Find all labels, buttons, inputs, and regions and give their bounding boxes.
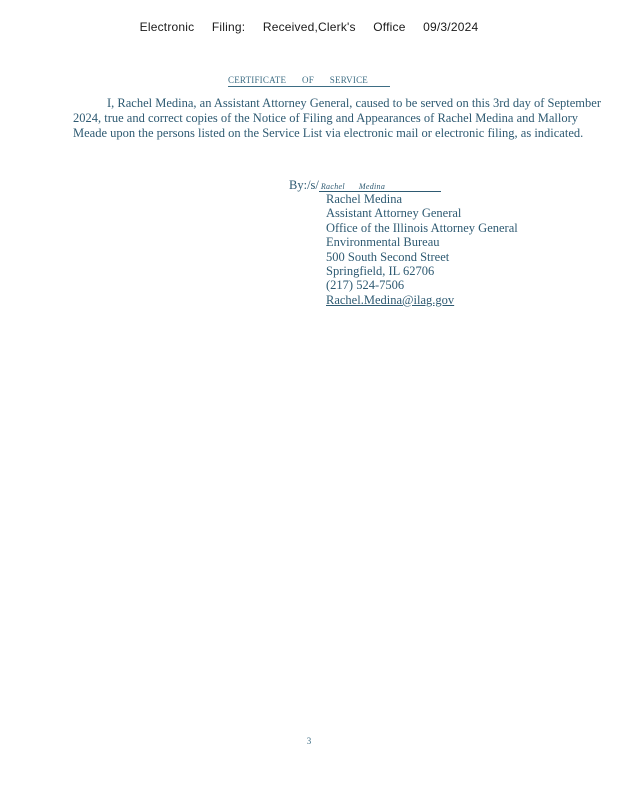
stamp-filing: Filing: xyxy=(211,20,246,34)
signer-office: Office of the Illinois Attorney General xyxy=(326,220,518,235)
signature-prefix: /s/ xyxy=(307,178,319,192)
body-rest: 2024, true and correct copies of the Notice of Filing and Appearances of Rachel Medina and Mallory Meade upon the persons listed on the Service List via electronic mail or electronic filing, as indicated. xyxy=(73,111,584,141)
certificate-title xyxy=(228,75,390,87)
signer-street: 500 South Second Street xyxy=(326,249,450,264)
certificate-body xyxy=(73,96,605,142)
signer-title: Assistant Attorney General xyxy=(326,206,462,221)
title-word-service: SERVICE xyxy=(329,75,368,85)
signer-email-link[interactable]: Rachel.Medina@ilag.gov xyxy=(326,292,455,307)
filing-stamp xyxy=(0,20,618,34)
stamp-received: Received,Clerk's xyxy=(262,20,356,34)
title-word-certificate: CERTIFICATE xyxy=(228,75,287,85)
signature-line xyxy=(289,178,441,193)
signature-first: Rachel xyxy=(320,182,345,191)
signer-name: Rachel Medina xyxy=(326,192,403,206)
body-line1-end: day of xyxy=(512,96,545,110)
signer-phone: (217) 524-7506 xyxy=(326,278,405,293)
body-month: September xyxy=(547,96,601,110)
signature-last: Medina xyxy=(358,182,386,191)
signer-bureau: Environmental Bureau xyxy=(326,235,440,250)
stamp-office: Office xyxy=(373,20,406,34)
stamp-date: 09/3/2024 xyxy=(423,20,479,34)
signer-city: Springfield, IL 62706 xyxy=(326,264,435,279)
stamp-electronic: Electronic xyxy=(139,20,195,34)
signature-by-label: By: xyxy=(289,178,308,192)
body-day: 3rd xyxy=(493,96,510,110)
signature-block xyxy=(326,192,518,307)
signature-field xyxy=(319,182,441,192)
page-number: 3 xyxy=(306,736,312,746)
title-word-of: OF xyxy=(302,75,314,85)
body-line1: I, Rachel Medina, an Assistant Attorney General, caused to be served on this xyxy=(107,96,490,110)
